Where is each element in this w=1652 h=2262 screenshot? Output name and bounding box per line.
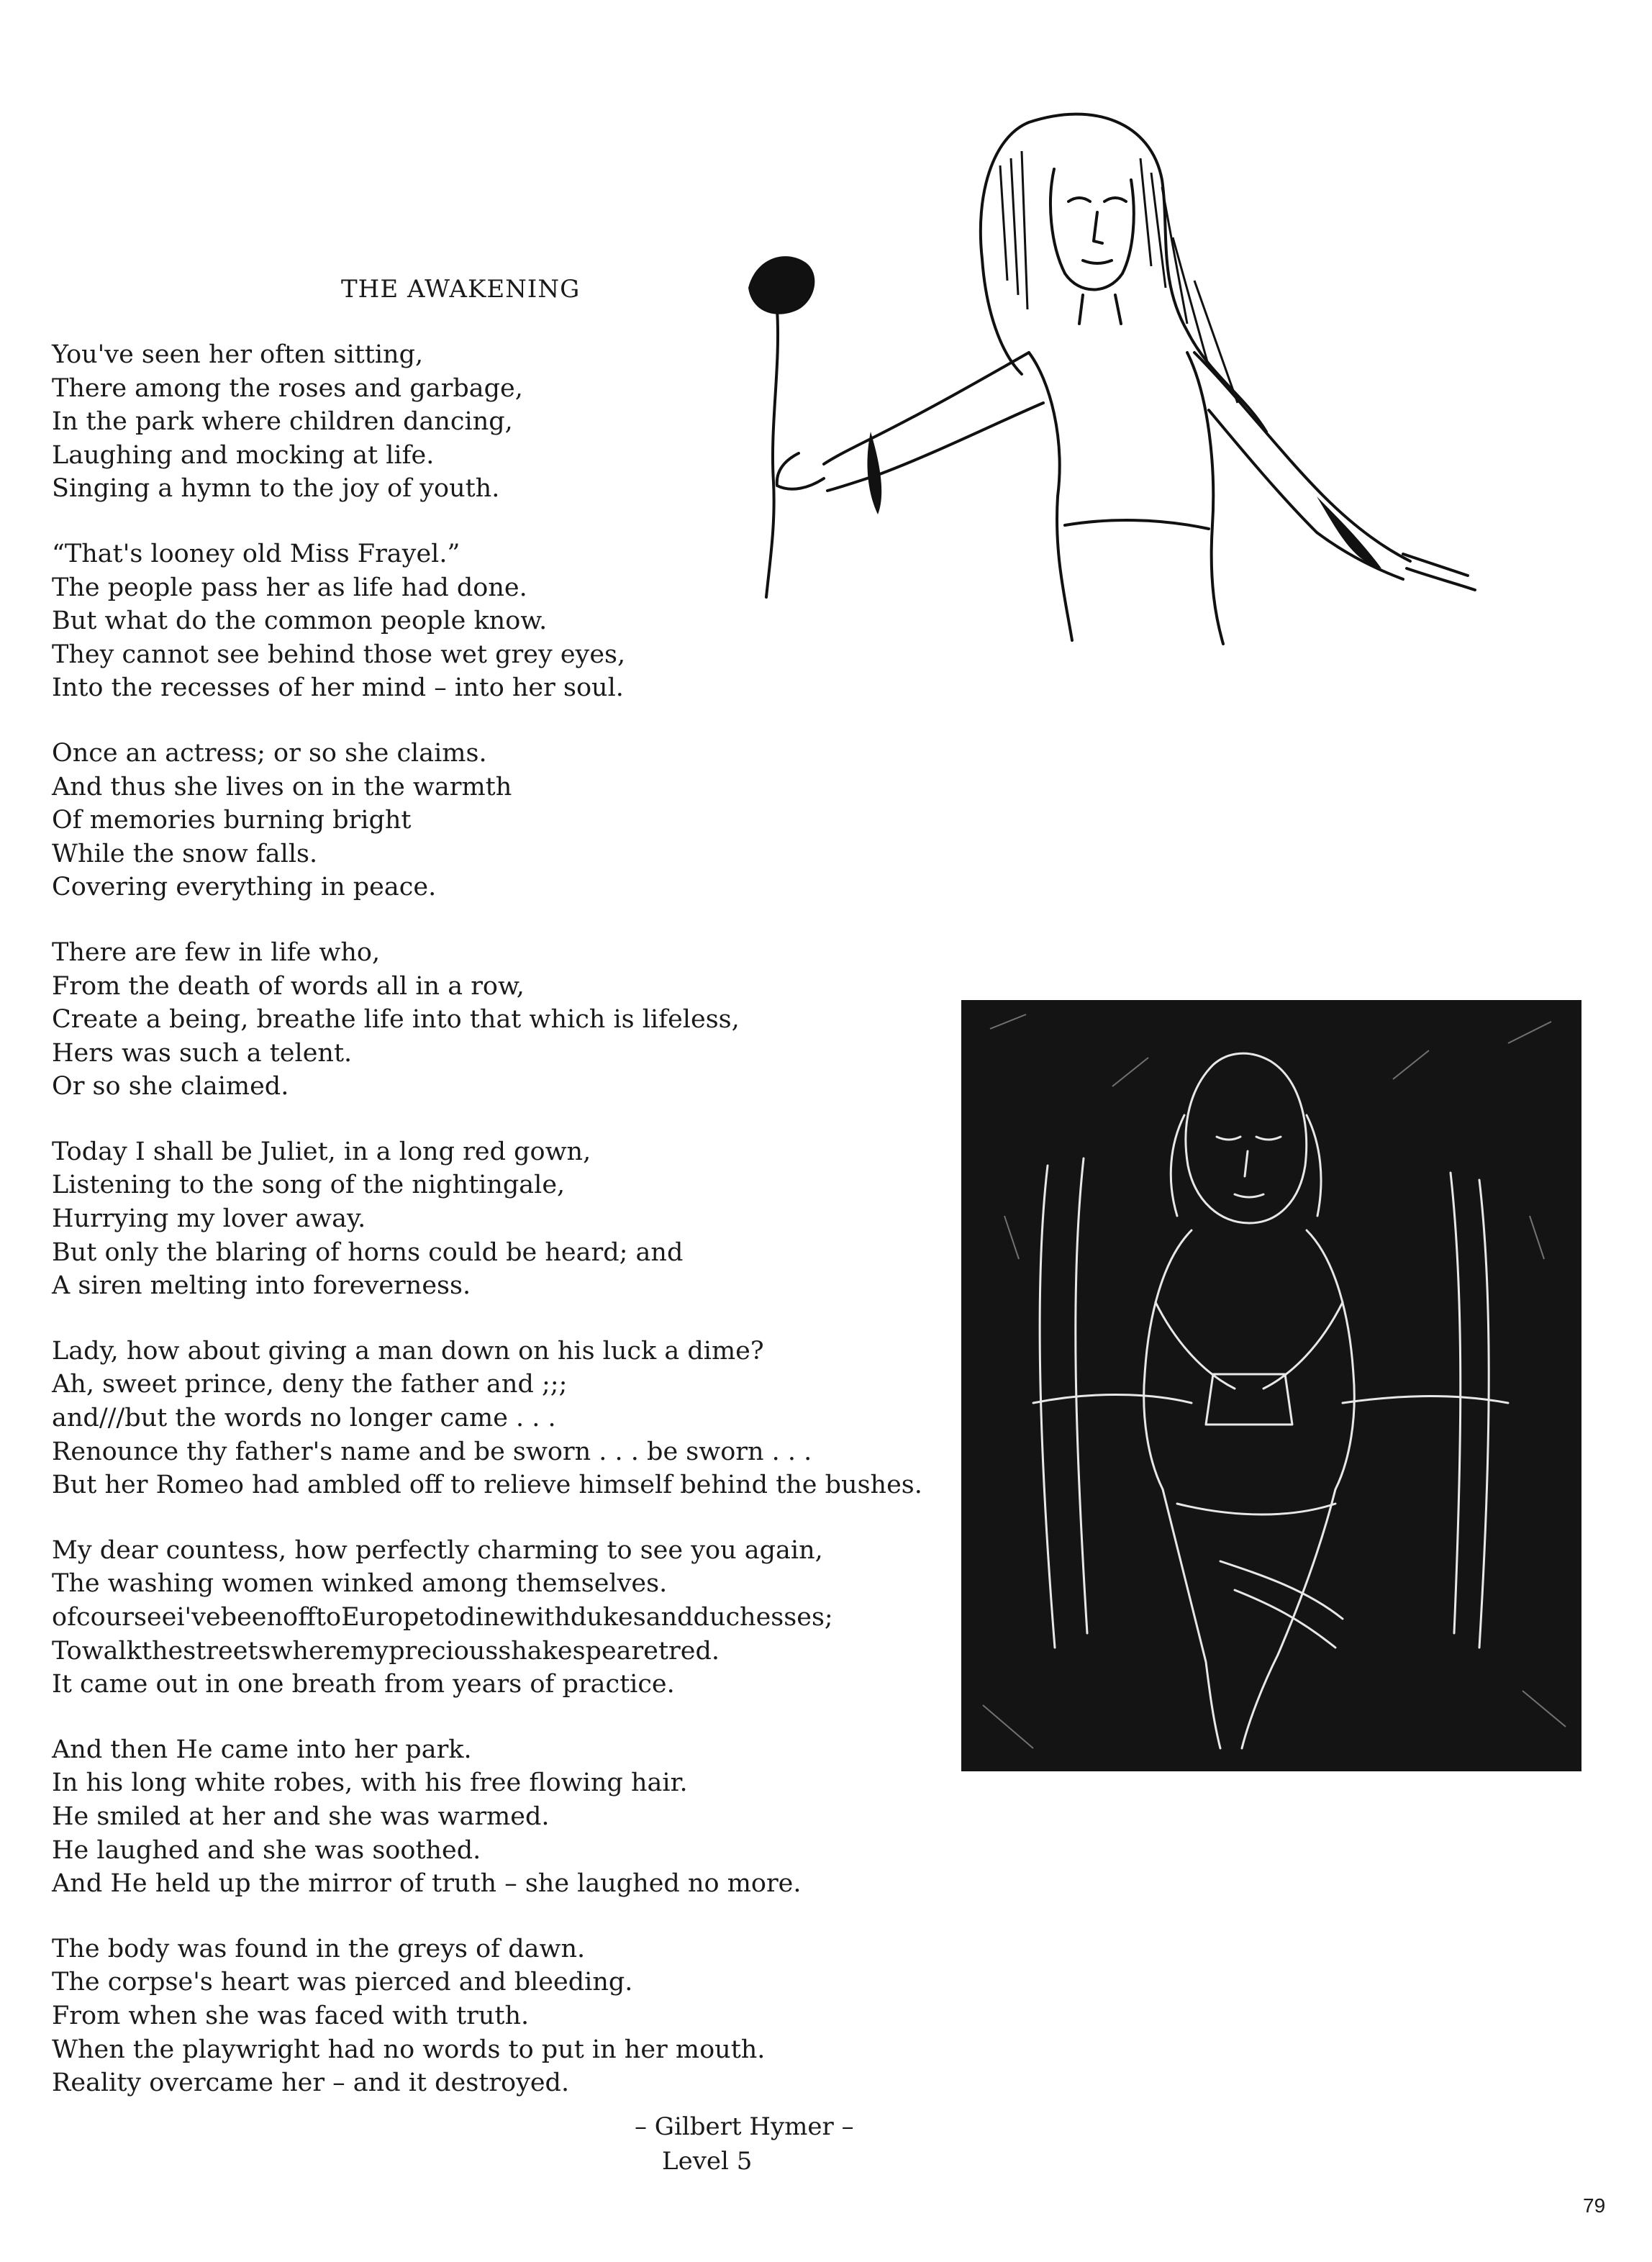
poem-line: But what do the common people know.: [52, 607, 548, 636]
poem-line: Listening to the song of the nightingale,: [52, 1171, 566, 1200]
poem-line: While the snow falls.: [52, 839, 318, 868]
poem-line: Hurrying my lover away.: [52, 1204, 366, 1234]
stanza: [52, 1135, 958, 1303]
stanza: [52, 1733, 958, 1901]
poem-line: You've seen her often sitting,: [52, 340, 424, 369]
poem-line: From when she was faced with truth.: [52, 2001, 530, 2030]
poem-line: Lady, how about giving a man down on his luck a dime?: [52, 1336, 764, 1366]
poem-line: There among the roses and garbage,: [52, 373, 523, 403]
poem-line: Ah, sweet prince, deny the father and ;;;: [52, 1370, 568, 1399]
author-name: – Gilbert Hymer –: [635, 2112, 854, 2141]
poem-line: A siren melting into foreverness.: [52, 1271, 471, 1301]
poem-line: But only the blaring of horns could be heard; and: [52, 1237, 684, 1267]
poem-line: Once an actress; or so she claims.: [52, 738, 487, 768]
poem-line: It came out in one breath from years of practice.: [52, 1670, 675, 1699]
poem-line: The people pass her as life had done.: [52, 573, 527, 602]
poem-line: and///but the words no longer came . . .: [52, 1404, 556, 1433]
poem-line: Into the recesses of her mind – into her soul.: [52, 673, 624, 703]
poem-line: He smiled at her and she was warmed.: [52, 1802, 550, 1831]
stanza: [52, 1534, 958, 1702]
page-number: 79: [1583, 2194, 1606, 2217]
seated-figure-scratchboard-drawing: [961, 1000, 1581, 1771]
poem-line: In the park where children dancing,: [52, 407, 513, 437]
poem-line: He laughed and she was soothed.: [52, 1835, 481, 1865]
poem-line: And thus she lives on in the warmth: [52, 772, 512, 801]
poem-line: Singing a hymn to the joy of youth.: [52, 474, 500, 504]
stanza: [52, 936, 958, 1104]
poem-line: There are few in life who,: [52, 937, 381, 967]
poem-line: But her Romeo had ambled off to relieve himself behind the bushes.: [52, 1471, 922, 1500]
signature: [635, 2109, 854, 2179]
poem-line: The body was found in the greys of dawn.: [52, 1934, 586, 1963]
poem-line: ofcourseei'vebeenofftoEuropetodinewithdukesandduchesses;: [52, 1603, 833, 1632]
poem-line: They cannot see behind those wet grey eyes,: [52, 640, 626, 669]
poem-line: Or so she claimed.: [52, 1072, 289, 1102]
poem-line: Today I shall be Juliet, in a long red gown,: [52, 1137, 591, 1166]
poem-title: THE AWAKENING: [341, 275, 581, 304]
poem-line: Hers was such a telent.: [52, 1038, 353, 1068]
poem-line: “That's looney old Miss Frayel.”: [52, 539, 460, 568]
stanza: [52, 737, 958, 904]
poem-line: The corpse's heart was pierced and bleeding.: [52, 1968, 633, 1997]
poem-line: From the death of words all in a row,: [52, 971, 525, 1001]
poem-line: My dear countess, how perfectly charming to see you again,: [52, 1535, 823, 1565]
poem-line: The washing women winked among themselves.: [52, 1569, 668, 1599]
stanza: [52, 1932, 958, 2100]
poem-line: Reality overcame her – and it destroyed.: [52, 2068, 570, 2098]
stanza: [52, 1335, 958, 1502]
poem-line: Renounce thy father's name and be sworn . . . be sworn . . .: [52, 1437, 812, 1466]
author-level: Level 5: [662, 2147, 753, 2176]
poem-line: In his long white robes, with his free flowing hair.: [52, 1768, 688, 1798]
poem-line: And He held up the mirror of truth – she laughed no more.: [52, 1869, 802, 1899]
poem-line: Covering everything in peace.: [52, 873, 437, 902]
poem-line: Of memories burning bright: [52, 806, 412, 835]
poem-line: And then He came into her park.: [52, 1735, 472, 1764]
woman-holding-rose-drawing: [691, 94, 1504, 648]
poem-line: When the playwright had no words to put in her mouth.: [52, 2035, 766, 2064]
poem-line: Towalkthestreetswheremypreciousshakespearetred.: [52, 1636, 720, 1666]
poem-line: Laughing and mocking at life.: [52, 440, 435, 470]
poem-line: Create a being, breathe life into that which is lifeless,: [52, 1005, 740, 1035]
